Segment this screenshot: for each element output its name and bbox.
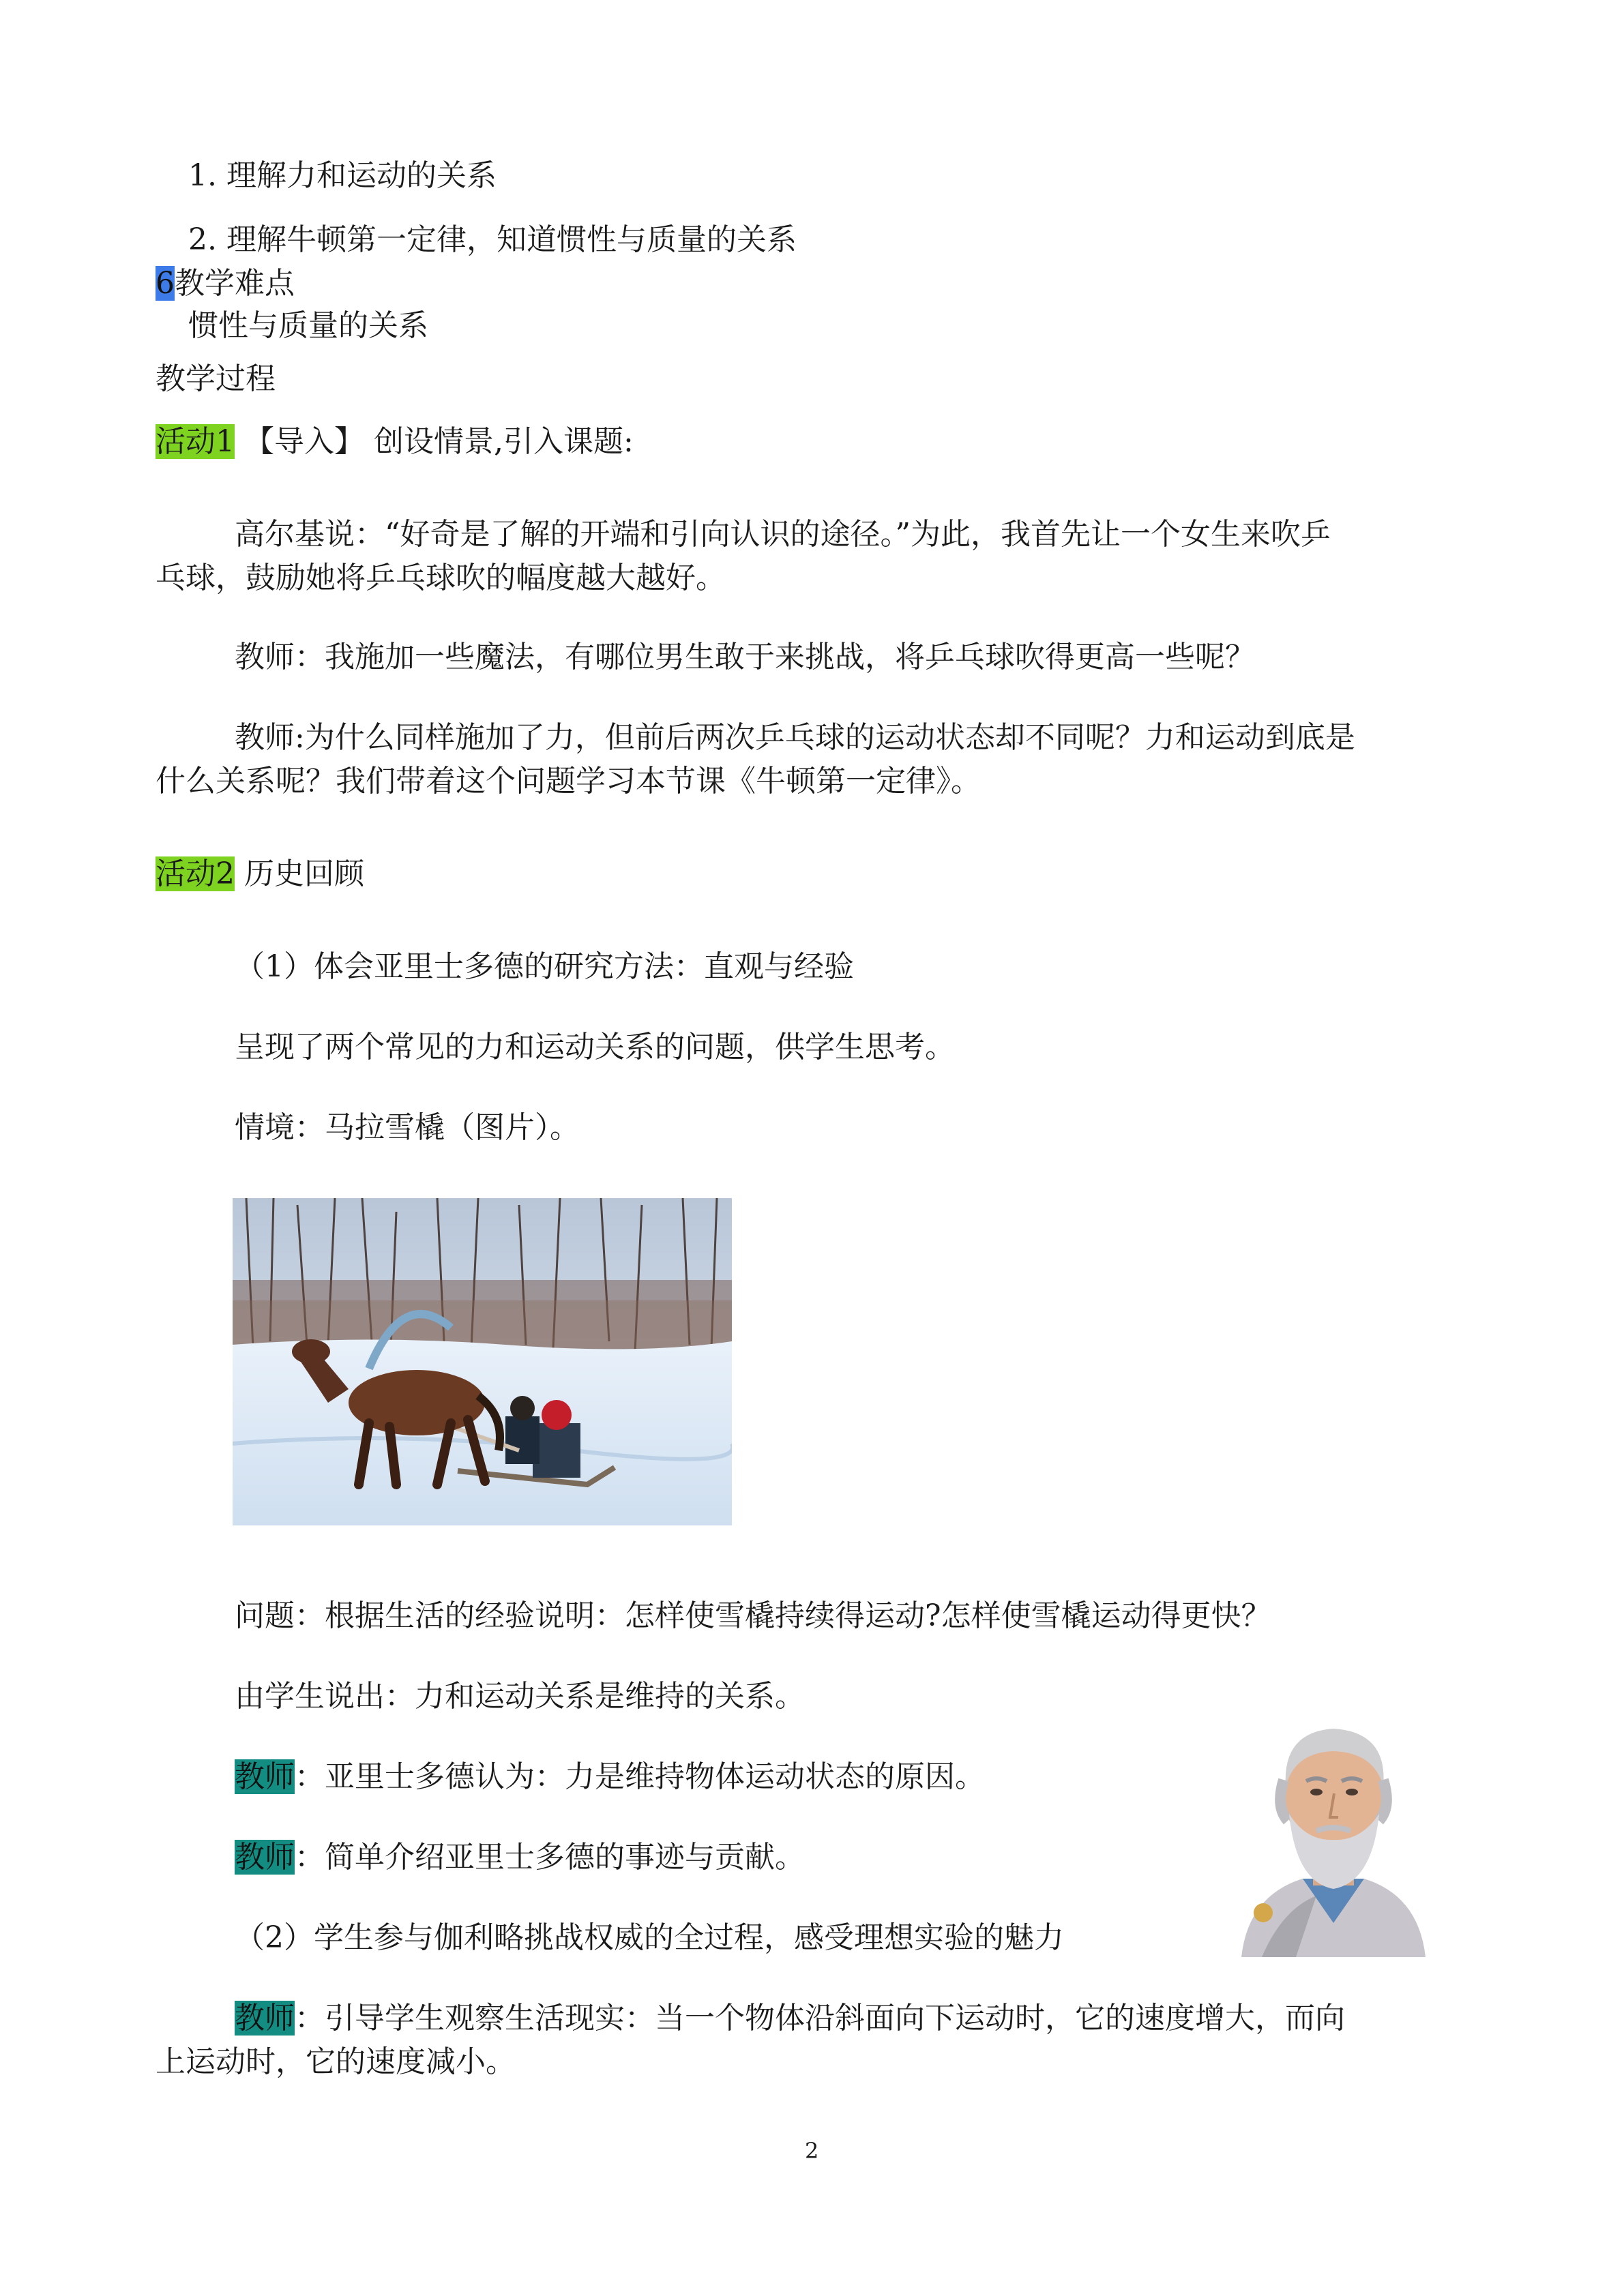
- activity-1-number: 1: [216, 424, 235, 459]
- teacher-line-3-text-line-2: 上运动时，它的速度减小。: [156, 2044, 516, 2079]
- goal-item-2: 2. 理解牛顿第一定律，知道惯性与质量的关系: [188, 222, 797, 257]
- teacher-line-1: [235, 1755, 985, 1799]
- answer-text: 由学生说出：力和运动关系是维持的关系。: [235, 1679, 805, 1714]
- section-1-paragraph-2: 情境：马拉雪橇（图片）。: [235, 1110, 580, 1145]
- aristotle-illustration: [1221, 1705, 1446, 1957]
- activity-2-heading: [156, 852, 364, 896]
- horse-sled-photo: [233, 1198, 732, 1525]
- difficulty-number: 6: [156, 266, 175, 301]
- activity-2-number: 2: [216, 856, 235, 891]
- activity-1-tag: 活动: [156, 424, 216, 459]
- teacher-tag-2: 教师: [235, 1840, 295, 1875]
- page-number: 2: [805, 2138, 819, 2164]
- activity-1-paragraph-1-line-1: 高尔基说：“好奇是了解的开端和引向认识的途径。”为此，我首先让一个女生来吹乒: [235, 517, 1331, 552]
- process-title: 教学过程: [156, 361, 276, 396]
- difficulty-title: 教学难点: [175, 266, 295, 301]
- aristotle-portrait: [1221, 1705, 1446, 1957]
- activity-1-paragraph-1-line-2: 乓球，鼓励她将乒乓球吹的幅度越大越好。: [156, 561, 726, 595]
- activity-2-tag: 活动: [156, 856, 216, 891]
- teacher-line-3: [235, 1997, 1345, 2040]
- activity-2-title: 历史回顾: [244, 856, 364, 891]
- activity-1-paragraph-2: 教师：我施加一些魔法，有哪位男生敢于来挑战，将乒乓球吹得更高一些呢？: [235, 640, 1255, 674]
- teacher-tag-3: 教师: [235, 2001, 295, 2036]
- horse-sled-illustration: [233, 1198, 732, 1525]
- question-text: 问题：根据生活的经验说明：怎样使雪橇持续得运动?怎样使雪橇运动得更快？: [235, 1598, 1271, 1633]
- teacher-line-2-text: ：简单介绍亚里士多德的事迹与贡献。: [295, 1840, 805, 1875]
- teacher-line-3-text-line-1: ：引导学生观察生活现实：当一个物体沿斜面向下运动时，它的速度增大，而向: [295, 2001, 1345, 2036]
- section-1-heading: （1）体会亚里士多德的研究方法：直观与经验: [235, 949, 854, 984]
- activity-1-title: 【导入】 创设情景,引入课题:: [244, 424, 634, 459]
- goal-item-1: 1. 理解力和运动的关系: [188, 158, 497, 193]
- section-2-heading: （2）学生参与伽利略挑战权威的全过程，感受理想实验的魅力: [235, 1920, 1064, 1955]
- teacher-tag-1: 教师: [235, 1759, 295, 1794]
- teacher-line-2: [235, 1836, 805, 1879]
- activity-1-paragraph-3-line-1: 教师:为什么同样施加了力，但前后两次乒乓球的运动状态却不同呢？力和运动到底是: [235, 720, 1355, 755]
- teacher-line-1-text: ：亚里士多德认为：力是维持物体运动状态的原因。: [295, 1759, 985, 1794]
- difficulty-text: 惯性与质量的关系: [188, 308, 428, 343]
- section-1-paragraph-1: 呈现了两个常见的力和运动关系的问题，供学生思考。: [235, 1030, 955, 1064]
- activity-1-heading: [156, 420, 634, 464]
- activity-1-paragraph-3-line-2: 什么关系呢？我们带着这个问题学习本节课《牛顿第一定律》。: [156, 764, 981, 799]
- difficulty-heading: [156, 262, 295, 305]
